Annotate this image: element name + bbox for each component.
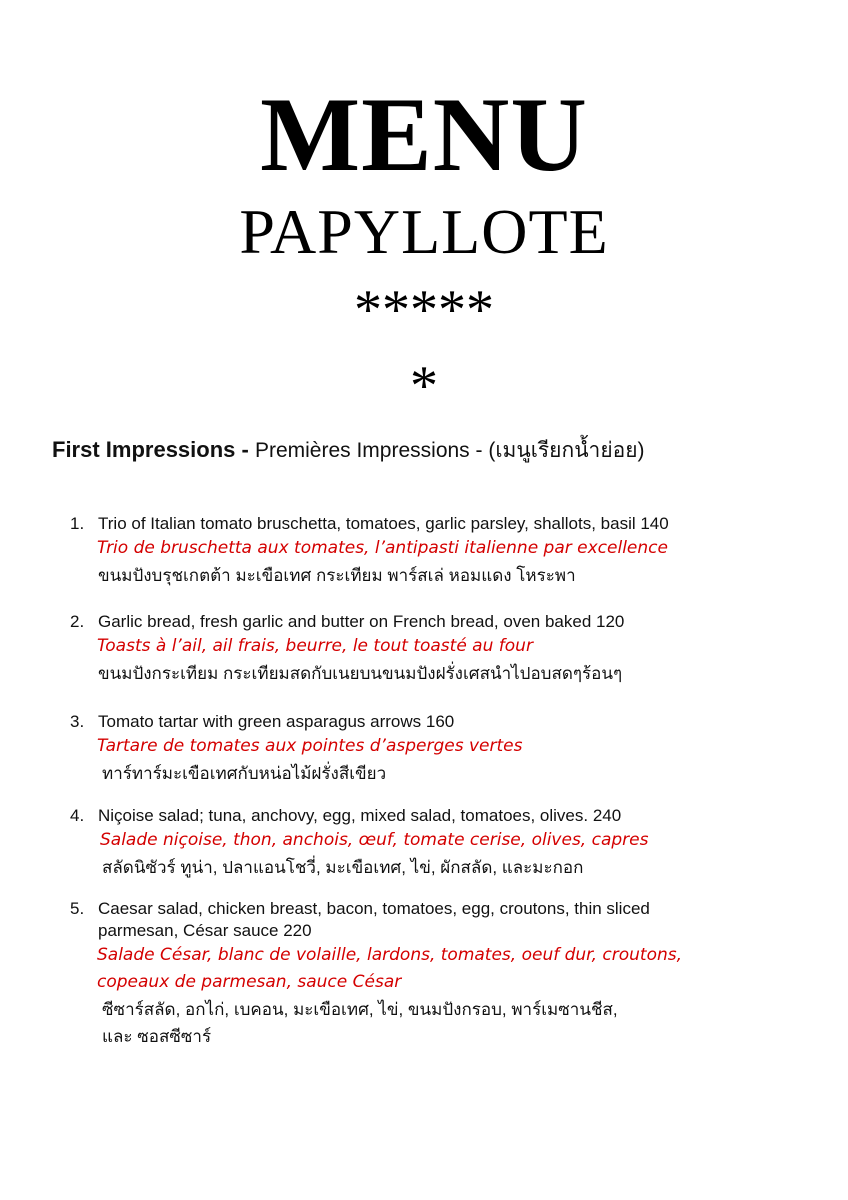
star-rating: ***** (354, 279, 494, 341)
item-body (98, 611, 788, 687)
item-body (98, 805, 788, 881)
item-number: 1. (70, 514, 85, 533)
item-name-fr: Salade niçoise, thon, anchois, œuf, tomate cerise, olives, capres (100, 830, 649, 850)
section-heading-en: First Impressions - (52, 437, 255, 462)
section-heading-th: (เมนูเรียกน้ำย่อย) (488, 439, 645, 462)
item-body (98, 898, 788, 1050)
menu-title: MENU (260, 76, 588, 193)
item-name-th: ขนมปังบรุชเกตต้า มะเขือเทศ กระเทียม พาร์สเล่ หอมแดง โหระพา (98, 566, 576, 585)
star-divider: * (410, 355, 438, 417)
item-number: 3. (70, 712, 85, 731)
item-name-fr: Tartare de tomates aux pointes d’asperges vertes (97, 736, 523, 756)
item-name-th: ขนมปังกระเทียม กระเทียมสดกับเนยบนขนมปังฝรั่งเศสนำไปอบสดๆร้อนๆ (98, 664, 623, 683)
item-name-en: Niçoise salad; tuna, anchovy, egg, mixed salad, tomatoes, olives. 240 (98, 806, 622, 825)
item-name-fr: Trio de bruschetta aux tomates, l’antipasti italienne par excellence (97, 538, 668, 558)
item-name-fr: Toasts à l’ail, ail frais, beurre, le tout toasté au four (97, 636, 533, 656)
item-name-en-cont: parmesan, César sauce 220 (98, 921, 312, 940)
item-name-th-cont: และ ซอสซีซาร์ (102, 1027, 212, 1046)
item-name-th: ทาร์ทาร์มะเขือเทศกับหน่อไม้ฝรั่งสีเขียว (102, 764, 387, 783)
restaurant-name: PAPYLLOTE (239, 196, 609, 267)
item-number: 5. (70, 899, 85, 918)
item-name-en: Garlic bread, fresh garlic and butter on French bread, oven baked 120 (98, 612, 625, 631)
item-name-fr: Salade César, blanc de volaille, lardons, tomates, oeuf dur, croutons, (97, 945, 683, 965)
item-number: 4. (70, 806, 85, 825)
section-heading (52, 434, 645, 467)
item-name-fr-cont: copeaux de parmesan, sauce César (97, 972, 402, 992)
item-body (98, 513, 788, 589)
item-number: 2. (70, 612, 85, 631)
item-body (98, 711, 788, 787)
item-name-en: Trio of Italian tomato bruschetta, tomatoes, garlic parsley, shallots, basil 140 (98, 514, 669, 533)
section-heading-fr: Premières Impressions - (254, 439, 489, 462)
item-name-th: สลัดนิซัวร์ ทูน่า, ปลาแอนโชวี่, มะเขือเทศ, ไข่, ผักสลัด, และมะกอก (102, 858, 584, 877)
item-name-en: Caesar salad, chicken breast, bacon, tomatoes, egg, croutons, thin sliced (98, 899, 650, 918)
item-name-th: ซีซาร์สลัด, อกไก่, เบคอน, มะเขือเทศ, ไข่, ขนมปังกรอบ, พาร์เมซานชีส, (102, 1000, 618, 1019)
item-name-en: Tomato tartar with green asparagus arrows 160 (98, 712, 455, 731)
